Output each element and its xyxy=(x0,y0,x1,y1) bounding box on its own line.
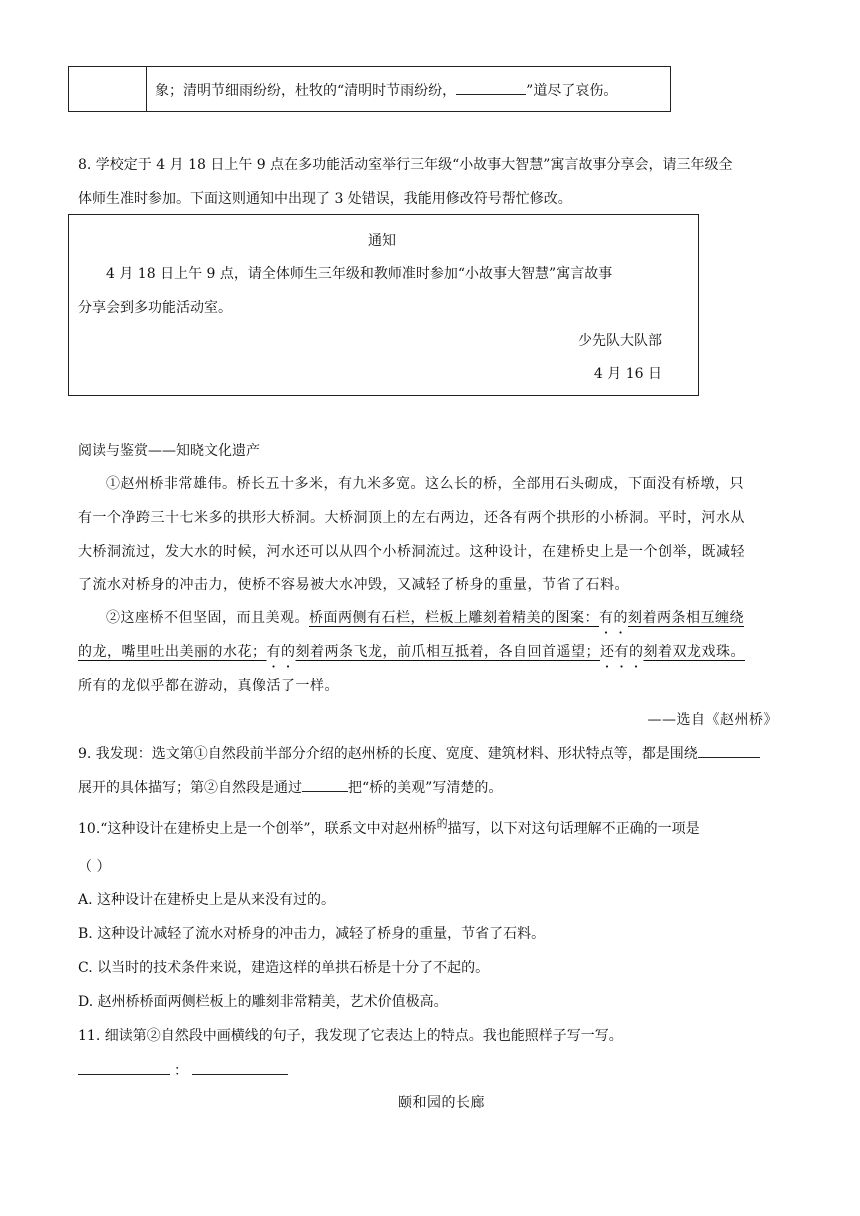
notice-signer: 少先队大队部 xyxy=(578,333,662,349)
notice-body-line2: 分享会到多功能活动室。 xyxy=(78,300,232,316)
p2-underlined-sentence-b: 的龙，嘴里吐出美丽的水花；有的刻着两条飞龙，前爪相互抵着，各自回首遥望；还有的刻着双龙戏珠。 xyxy=(78,644,745,660)
q10-answer-paren[interactable]: （ ） xyxy=(78,859,111,875)
notice-date: 4 月 16 日 xyxy=(593,366,662,382)
q10-option-b[interactable]: B. 这种设计减轻了流水对桥身的冲击力，减轻了桥身的重量，节省了石料。 xyxy=(78,926,546,942)
q10-option-c[interactable]: C. 以当时的技术条件来说，建造这样的单拱石桥是十分了不起的。 xyxy=(78,960,490,976)
top-table-divider xyxy=(146,67,147,111)
q10-option-a[interactable]: A. 这种设计在建桥史上是从来没有过的。 xyxy=(78,892,336,908)
p2-intro: ②这座桥不但坚固，而且美观。 xyxy=(106,610,309,626)
answer-blank[interactable] xyxy=(456,80,526,95)
reading-p1-line4: 了流水对桥身的冲击力，使桥不容易被大水冲毁，又减轻了桥身的重量，节省了石料。 xyxy=(78,577,629,593)
reading-p1-line2: 有一个净跨三十七米多的拱形大桥洞。大桥洞顶上的左右两边，还各有两个拱形的小桥洞。平时，河水从 xyxy=(78,510,745,526)
top-table-text-post: ”道尽了哀伤。 xyxy=(526,83,618,99)
reading-heading: 阅读与鉴赏——知晓文化遗产 xyxy=(78,443,260,459)
q9-blank-2[interactable] xyxy=(302,777,348,792)
q8-line2: 体师生准时参加。下面这则通知中出现了 3 处错误，我能用修改符号帮忙修改。 xyxy=(78,191,572,207)
reading-source: ——选自《赵州桥》 xyxy=(647,712,778,728)
q10-stem: 10.“这种设计在建桥史上是一个创举”，联系文中对赵州桥$^的$描写，以下对这句话理解不正确的一项是 xyxy=(78,817,700,837)
p2-underlined-sentence-a: 桥面两侧有石栏，栏板上雕刻着精美的图案：有的刻着两条相互缠绕 xyxy=(309,610,744,626)
top-table-cell-text xyxy=(155,80,617,100)
q11-stem: 11. 细读第②自然段中画横线的句子，我发现了它表达上的特点。我也能照样子写一写。 xyxy=(78,1028,623,1044)
reading-p1-line1: ①赵州桥非常雄伟。桥长五十多米，有九米多宽。这么长的桥，全部用石头砌成，下面没有桥墩，只 xyxy=(106,476,744,492)
reading-p2-line3: 所有的龙似乎都在游动，真像活了一样。 xyxy=(78,678,339,694)
q11-caption: 颐和园的长廊 xyxy=(398,1095,485,1111)
q9-blank-1[interactable] xyxy=(698,743,760,758)
reading-p2-line2 xyxy=(78,641,745,661)
reading-p1-line3: 大桥洞流过，发大水的时候，河水还可以从四个小桥洞流过。这种设计，在建桥史上是一个创举，既减轻 xyxy=(78,544,745,560)
q11-blank-2[interactable] xyxy=(192,1060,288,1075)
q8-line1: 8. 学校定于 4 月 18 日上午 9 点在多功能活动室举行三年级“小故事大智慧”寓言故事分享会，请三年级全 xyxy=(78,157,733,173)
notice-title: 通知 xyxy=(368,233,396,249)
q9-line2: 展开的具体描写；第②自然段是通过 把“桥的美观”写清楚的。 xyxy=(78,777,502,797)
top-table-text-pre: 象；清明节细雨纷纷，杜牧的“清明时节雨纷纷， xyxy=(155,83,457,99)
q9-line1: 9. 我发现：选文第①自然段前半部分介绍的赵州桥的长度、宽度、建筑材料、形状特点等，都是围绕 xyxy=(78,743,760,763)
notice-body-line1: 4 月 18 日上午 9 点，请全体师生三年级和教师准时参加“小故事大智慧”寓言故事 xyxy=(106,266,613,282)
q11-blank-1[interactable] xyxy=(78,1060,170,1075)
q10-option-d[interactable]: D. 赵州桥桥面两侧栏板上的雕刻非常精美，艺术价值极高。 xyxy=(78,994,448,1010)
q11-answer-line: ： xyxy=(78,1060,288,1080)
reading-p2-line1 xyxy=(106,607,744,627)
